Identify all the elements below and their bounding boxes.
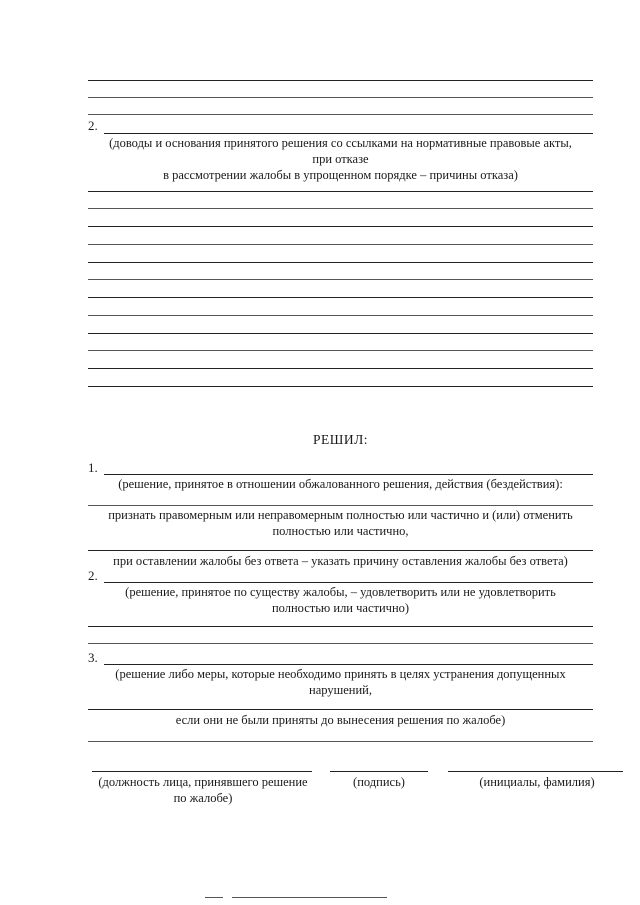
- blank-line: [88, 297, 593, 298]
- item-number: 2.: [88, 118, 98, 133]
- blank-line: [88, 244, 593, 245]
- blank-line: [88, 114, 593, 115]
- item-number: 3.: [88, 650, 98, 665]
- caption: (решение либо меры, которые необходимо принять в целях устранения допущенных: [115, 667, 566, 681]
- position-label: по жалобе): [173, 791, 233, 805]
- position-label: (должность лица, принявшего решение: [98, 775, 308, 789]
- fill-line: [104, 474, 593, 475]
- footer-mark: [232, 897, 387, 898]
- blank-line: [88, 741, 593, 742]
- caption: если они не были приняты до вынесения решения по жалобе): [175, 713, 506, 727]
- blank-line: [88, 279, 593, 280]
- blank-line: [88, 208, 593, 209]
- fill-line: [104, 664, 593, 665]
- signature-line-sign: [330, 771, 428, 772]
- name-label: (инициалы, фамилия): [479, 775, 595, 789]
- blank-line: [88, 368, 593, 369]
- blank-line: [88, 643, 593, 644]
- caption: (решение, принятое по существу жалобы, – удовлетворить или не удовлетворить: [125, 585, 556, 599]
- blank-line: [88, 350, 593, 351]
- blank-line: [88, 262, 593, 263]
- fill-line: [88, 505, 593, 506]
- fill-line: [88, 709, 593, 710]
- blank-line: [88, 626, 593, 627]
- blank-line: [88, 80, 593, 81]
- fill-line: [104, 582, 593, 583]
- footer-mark: [205, 897, 223, 898]
- caption: признать правомерным или неправомерным полностью или частично и (или) отменить: [108, 508, 573, 522]
- blank-line: [88, 226, 593, 227]
- caption: (доводы и основания принятого решения со ссылками на нормативные правовые акты,: [109, 136, 572, 150]
- caption: нарушений,: [309, 683, 372, 697]
- fill-line: [104, 133, 593, 134]
- blank-line: [88, 386, 593, 387]
- caption: в рассмотрении жалобы в упрощенном порядке – причины отказа): [163, 168, 518, 182]
- blank-line: [88, 97, 593, 98]
- signature-label: (подпись): [353, 775, 405, 789]
- blank-line: [88, 191, 593, 192]
- caption: полностью или частично,: [272, 524, 409, 538]
- caption: при оставлении жалобы без ответа – указать причину оставления жалобы без ответа): [113, 554, 568, 568]
- signature-line-position: [92, 771, 312, 772]
- item-number: 2.: [88, 568, 98, 583]
- item-number: 1.: [88, 460, 98, 475]
- fill-line: [88, 550, 593, 551]
- caption: полностью или частично): [271, 601, 410, 615]
- blank-line: [88, 333, 593, 334]
- signature-line-name: [448, 771, 623, 772]
- caption: при отказе: [312, 152, 369, 166]
- decision-heading: РЕШИЛ:: [312, 432, 369, 447]
- blank-line: [88, 315, 593, 316]
- caption: (решение, принятое в отношении обжалованного решения, действия (бездействия):: [118, 477, 563, 491]
